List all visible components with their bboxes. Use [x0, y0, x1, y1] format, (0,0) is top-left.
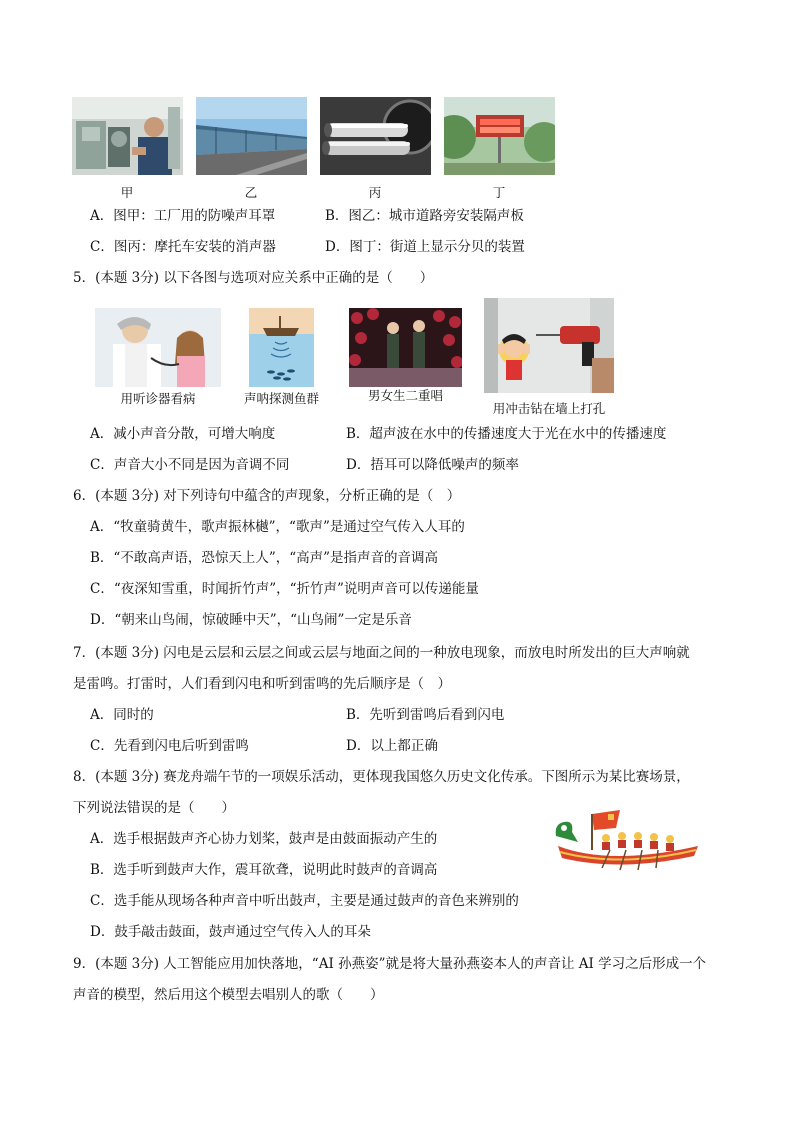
- noise-barrier-road-image: [196, 97, 307, 175]
- sonar-fish-image: [249, 308, 314, 387]
- q4-option-a[interactable]: A．图甲：工厂用的防噪声耳罩: [90, 208, 276, 224]
- q7-stem-line2: 是雷鸣。打雷时，人们看到闪电和听到雷鸣的先后顺序是（ ）: [73, 676, 451, 692]
- motorcycle-muffler-image: [320, 97, 431, 175]
- q7-option-d[interactable]: D．以上都正确: [346, 738, 438, 754]
- q8-stem-line1: 8．(本题 3分) 赛龙舟端午节的一项娱乐活动，更体现我国悠久历史文化传承。下图所示为某比赛场景，: [73, 769, 690, 785]
- stethoscope-caption: 用听诊器看病: [120, 391, 196, 406]
- drill-caption: 用冲击钻在墙上打孔: [492, 401, 606, 416]
- q9-stem-line1: 9．(本题 3分) 人工智能应用加快落地，“AI 孙燕姿”就是将大量孙燕姿本人的声音让 AI 学习之后形成一个: [73, 956, 707, 972]
- q8-option-a[interactable]: A．选手根据鼓声齐心协力划桨，鼓声是由鼓面振动产生的: [90, 831, 438, 847]
- q7-stem-line1: 7．(本题 3分) 闪电是云层和云层之间或云层与地面之间的一种放电现象，而放电时所发出的巨大声响就: [73, 645, 690, 661]
- sonar-caption: 声呐探测鱼群: [243, 391, 319, 406]
- decibel-display-image: [444, 97, 555, 175]
- q6-option-d[interactable]: D．“朝来山鸟闹，惊破睡中天”，“山鸟闹”一定是乐音: [90, 612, 412, 628]
- stethoscope-image: [95, 308, 221, 387]
- duet-caption: 男女生二重唱: [367, 388, 443, 403]
- q4-option-d[interactable]: D．图丁：街道上显示分贝的装置: [325, 239, 525, 255]
- q8-option-b[interactable]: B．选手听到鼓声大作，震耳欲聋，说明此时鼓声的音调高: [90, 862, 438, 878]
- q6-option-a[interactable]: A．“牧童骑黄牛，歌声振林樾”，“歌声”是通过空气传入人耳的: [90, 519, 465, 535]
- q5-option-a[interactable]: A．减小声音分散，可增大响度: [90, 426, 276, 442]
- q5-option-b[interactable]: B．超声波在水中的传播速度大于光在水中的传播速度: [346, 426, 667, 442]
- q7-option-a[interactable]: A．同时的: [90, 707, 154, 723]
- q4-option-b[interactable]: B．图乙：城市道路旁安装隔声板: [325, 208, 524, 224]
- q8-option-d[interactable]: D．鼓手敲击鼓面，鼓声通过空气传入人的耳朵: [90, 924, 371, 940]
- duet-singers-image: [349, 308, 462, 387]
- q5-stem: 5．(本题 3分) 以下各图与选项对应关系中正确的是（ ）: [73, 270, 434, 286]
- image-caption-yi: 乙: [244, 185, 258, 200]
- factory-worker-image: [72, 97, 183, 175]
- q6-option-b[interactable]: B．“不敢高声语，恐惊天上人”，“高声”是指声音的音调高: [90, 550, 439, 566]
- q7-option-b[interactable]: B．先听到雷鸣后看到闪电: [346, 707, 505, 723]
- q8-option-c[interactable]: C．选手能从现场各种声音中听出鼓声，主要是通过鼓声的音色来辨别的: [90, 893, 519, 909]
- image-caption-jia: 甲: [120, 185, 134, 200]
- q5-option-c[interactable]: C．声音大小不同是因为音调不同: [90, 457, 290, 473]
- q6-option-c[interactable]: C．“夜深知雪重，时闻折竹声”，“折竹声”说明声音可以传递能量: [90, 581, 479, 597]
- impact-drill-image: [484, 298, 614, 393]
- q8-stem-line2: 下列说法错误的是（ ）: [73, 800, 235, 816]
- q7-option-c[interactable]: C．先看到闪电后听到雷鸣: [90, 738, 249, 754]
- q4-option-c[interactable]: C．图丙：摩托车安装的消声器: [90, 239, 276, 255]
- q5-option-d[interactable]: D．捂耳可以降低噪声的频率: [346, 457, 519, 473]
- image-caption-ding: 丁: [492, 185, 506, 200]
- dragon-boat-image: [550, 806, 704, 876]
- q9-stem-line2: 声音的模型，然后用这个模型去唱别人的歌（ ）: [73, 987, 384, 1003]
- image-caption-bing: 丙: [368, 185, 382, 200]
- q6-stem: 6．(本题 3分) 对下列诗句中蕴含的声现象，分析正确的是（ ）: [73, 488, 461, 504]
